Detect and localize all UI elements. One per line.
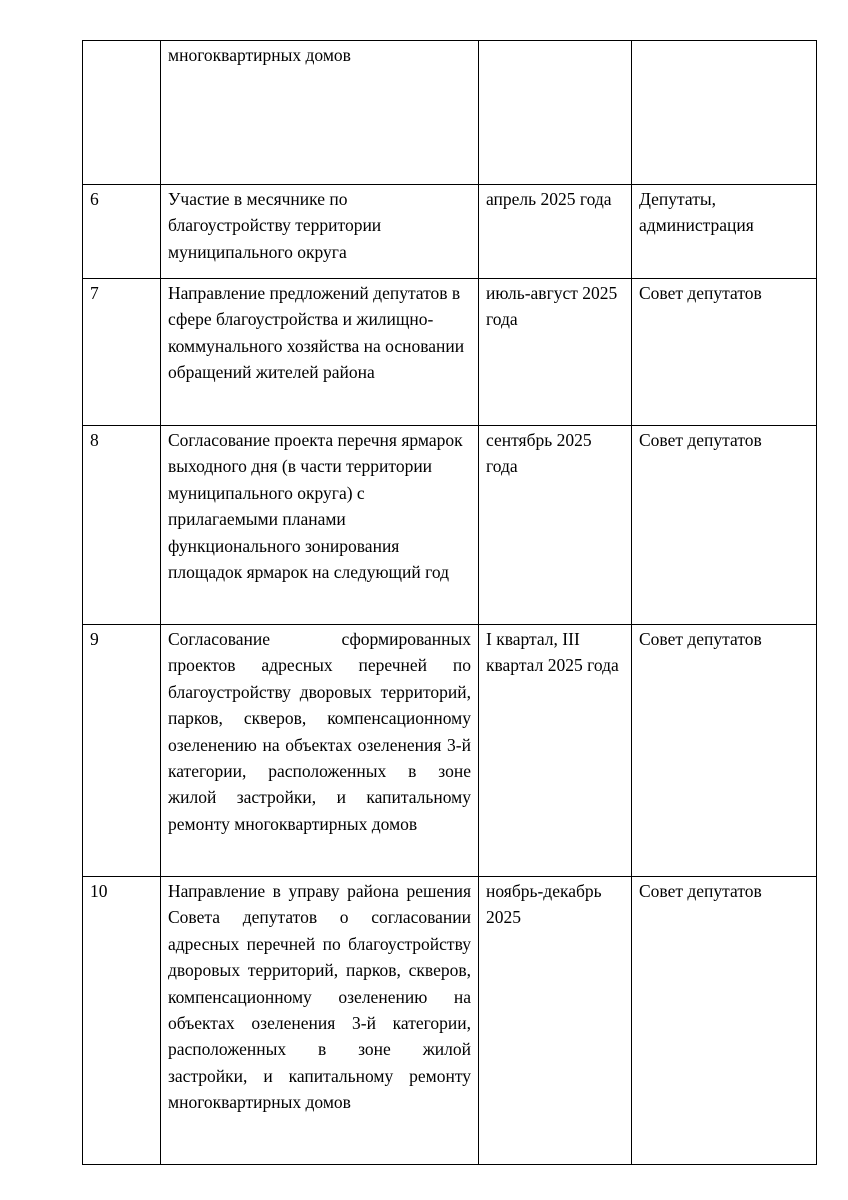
event-name: Участие в месячнике по благоустройству территории муниципального округа: [161, 185, 479, 279]
event-date: сентябрь 2025 года: [479, 426, 632, 625]
event-name: Согласование сформированных проектов адресных перечней по благоустройству дворовых территорий, парков, скверов, компенсационному озеленению на объектах озеленения 3-й категории, расположенных в зоне жилой застройки, и капитальному ремонту многоквартирных домов: [161, 625, 479, 877]
event-responsible: Совет депутатов: [632, 426, 817, 625]
event-name: многоквартирных домов: [161, 41, 479, 185]
table-row: [83, 185, 817, 279]
event-date: ноябрь-декабрь 2025: [479, 877, 632, 1165]
row-number: 9: [83, 625, 161, 877]
table-row: [83, 426, 817, 625]
table-row: [83, 279, 817, 426]
event-responsible: Депутаты, администрация: [632, 185, 817, 279]
row-number: [83, 41, 161, 185]
event-responsible: Совет депутатов: [632, 279, 817, 426]
event-date: июль-август 2025 года: [479, 279, 632, 426]
table-row: [83, 41, 817, 185]
event-date: I квартал, III квартал 2025 года: [479, 625, 632, 877]
row-number: 6: [83, 185, 161, 279]
row-number: 10: [83, 877, 161, 1165]
events-plan-table: [82, 40, 817, 1165]
event-date: апрель 2025 года: [479, 185, 632, 279]
event-name: Направление в управу района решения Совета депутатов о согласовании адресных перечней по благоустройству дворовых территорий, парков, скверов, компенсационному озеленению на объектах озеленения 3-й категории, расположенных в зоне жилой застройки, и капитальному ремонту многоквартирных домов: [161, 877, 479, 1165]
table-row: [83, 625, 817, 877]
event-responsible: Совет депутатов: [632, 625, 817, 877]
event-name: Направление предложений депутатов в сфере благоустройства и жилищно- коммунального хозяйства на основании обращений жителей района: [161, 279, 479, 426]
event-name: Согласование проекта перечня ярмарок выходного дня (в части территории муниципального округа) с прилагаемыми планами функционального зонирования площадок ярмарок на следующий год: [161, 426, 479, 625]
event-date: [479, 41, 632, 185]
event-responsible: Совет депутатов: [632, 877, 817, 1165]
table-row: [83, 877, 817, 1165]
event-responsible: [632, 41, 817, 185]
row-number: 7: [83, 279, 161, 426]
row-number: 8: [83, 426, 161, 625]
